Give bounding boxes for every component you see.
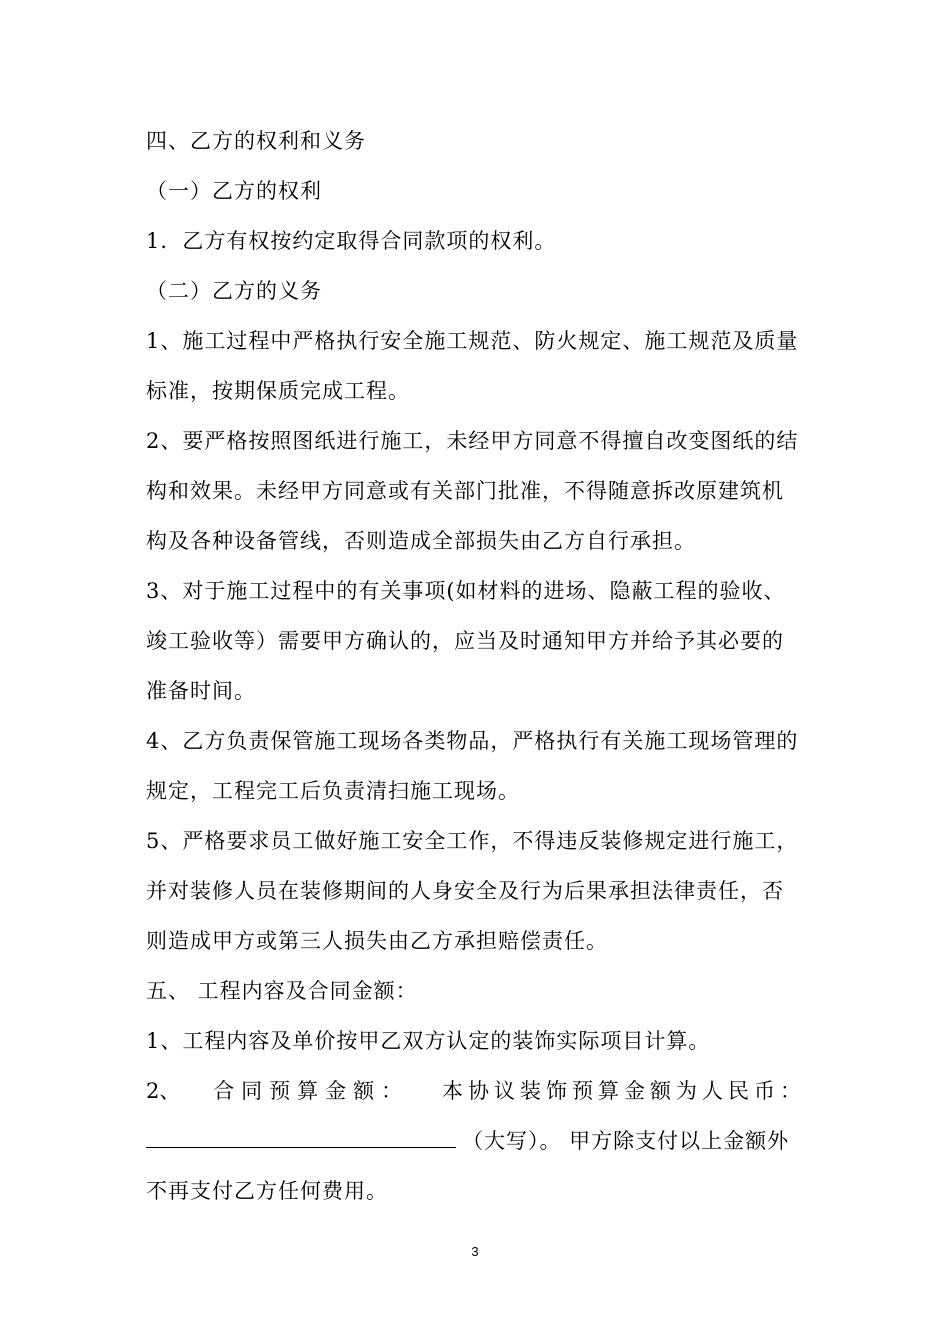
section-5-title: 五、 工程内容及合同金额： [146,979,418,1003]
section-5-item-2-line-1 [146,1076,806,1106]
amount-blank-field[interactable] [146,1127,456,1148]
rights-heading: （一）乙方的权利 [146,179,322,203]
item-2-budget-label: 合同预算金额： [213,1079,410,1103]
item-2-label: 2、 [146,1079,181,1103]
duty-1-line-1: 1、施工过程中严格执行安全施工规范、防火规定、施工规范及质量 [146,329,799,353]
section-5-item-2-line-3: 不再支付乙方任何费用。 [146,1179,388,1203]
duty-3-line-1: 3、对于施工过程中的有关事项(如材料的进场、隐蔽工程的验收、 [146,579,786,603]
amount-capital-note: （大写）。 甲方除支付以上金额外 [462,1129,790,1153]
section-5-item-1: 1、工程内容及单价按甲乙双方认定的装饰实际项目计算。 [146,1029,711,1053]
item-2-budget-statement: 本协议装饰预算金额为人民币： [442,1079,806,1103]
section-4-title: 四、乙方的权利和义务 [146,129,366,153]
duty-1-line-2: 标准，按期保质完成工程。 [146,379,410,403]
page-number: 3 [471,1244,479,1259]
duties-heading: （二）乙方的义务 [146,279,322,303]
rights-item-1: 1．乙方有权按约定取得合同款项的权利。 [146,229,557,253]
duty-4-line-2: 规定，工程完工后负责清扫施工现场。 [146,779,520,803]
duty-3-line-2: 竣工验收等）需要甲方确认的，应当及时通知甲方并给予其必要的 [146,629,784,653]
duty-4-line-1: 4、乙方负责保管施工现场各类物品，严格执行有关施工现场管理的 [146,729,799,753]
duty-2-line-3: 构及各种设备管线，否则造成全部损失由乙方自行承担。 [146,529,696,553]
duty-2-line-2: 构和效果。未经甲方同意或有关部门批准，不得随意拆改原建筑机 [146,479,784,503]
duty-5-line-2: 并对装修人员在装修期间的人身安全及行为后果承担法律责任，否 [146,879,784,903]
duty-2-line-1: 2、要严格按照图纸进行施工，未经甲方同意不得擅自改变图纸的结 [146,429,799,453]
duty-3-line-3: 准备时间。 [146,679,256,703]
section-5-item-2-line-2 [146,1126,806,1156]
duty-5-line-3: 则造成甲方或第三人损失由乙方承担赔偿责任。 [146,929,608,953]
duty-5-line-1: 5、严格要求员工做好施工安全工作，不得违反装修规定进行施工， [146,829,799,853]
